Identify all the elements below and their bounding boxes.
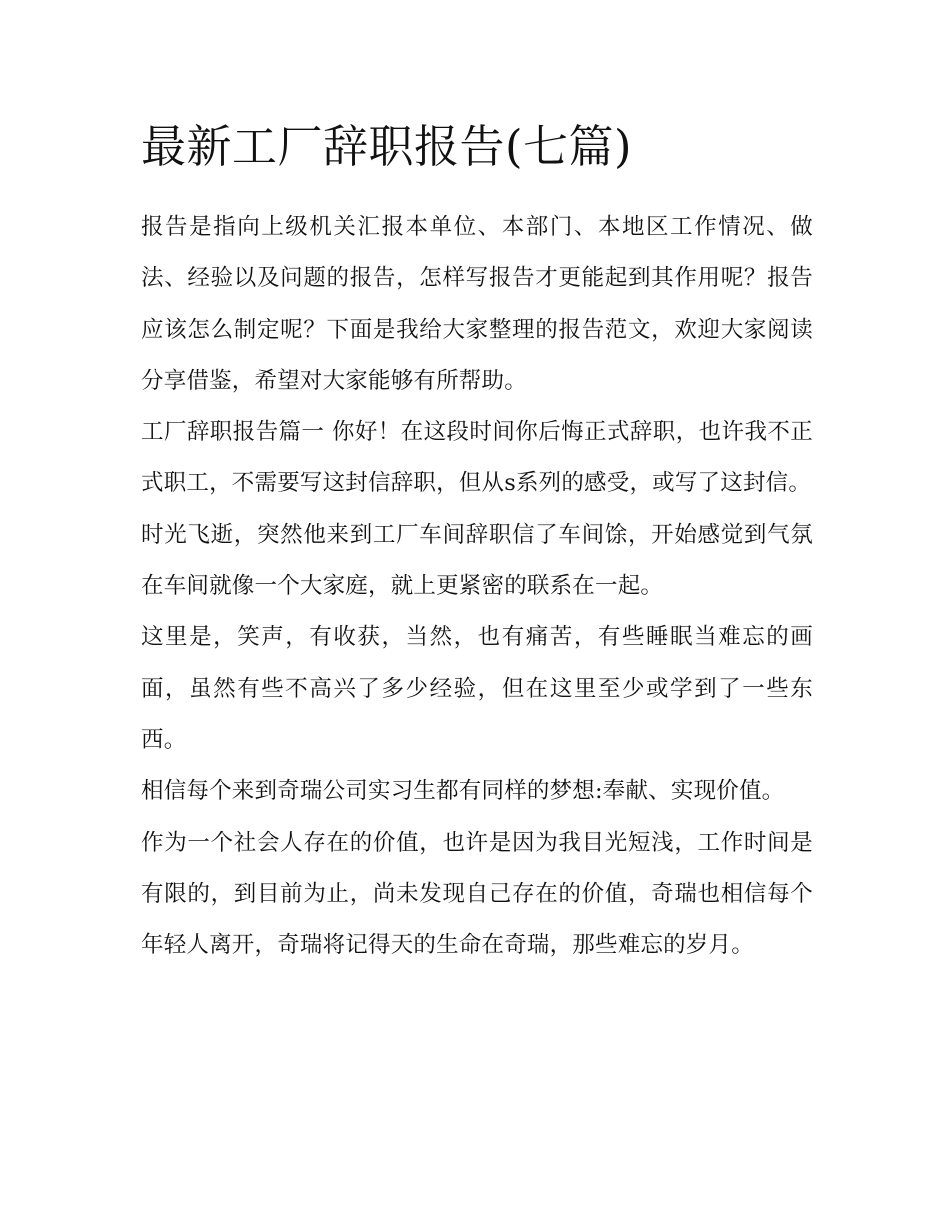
paragraph-dream: 相信每个来到奇瑞公司实习生都有同样的梦想:奉献、实现价值。 (141, 778, 785, 805)
paragraph-value: 作为一个社会人存在的价值，也许是因为我目光短浅，工作时间是有限的，到目前为止，尚未发现自己存在的价值，奇瑞也相信每个年轻人离开，奇瑞将记得天的生命在奇瑞，那些难忘的岁月。 (141, 829, 813, 959)
document-title: 最新工厂辞职报告(七篇) (141, 120, 633, 173)
paragraph-memories: 这里是，笑声，有收获，当然，也有痛苦，有些睡眠当难忘的画面，虽然有些不高兴了多少经验，但在这里至少或学到了一些东西。 (141, 624, 813, 753)
document-body (141, 116, 813, 971)
paragraph-letter-opening: 工厂辞职报告篇一 你好！在这段时间你后悔正式辞职，也许我不正式职工，不需要写这封信辞职，但从s系列的感受，或写了这封信。 (141, 419, 813, 497)
paragraph-workshop: 时光飞逝，突然他来到工厂车间辞职信了车间馀，开始感觉到气氛在车间就像一个大家庭，就上更紧密的联系在一起。 (141, 521, 813, 600)
paragraph-intro: 报告是指向上级机关汇报本单位、本部门、本地区工作情况、做法、经验以及问题的报告，怎样写报告才更能起到其作用呢？报告应该怎么制定呢？下面是我给大家整理的报告范文，欢迎大家阅读分享借鉴，希望对大家能够有所帮助。 (141, 214, 813, 394)
